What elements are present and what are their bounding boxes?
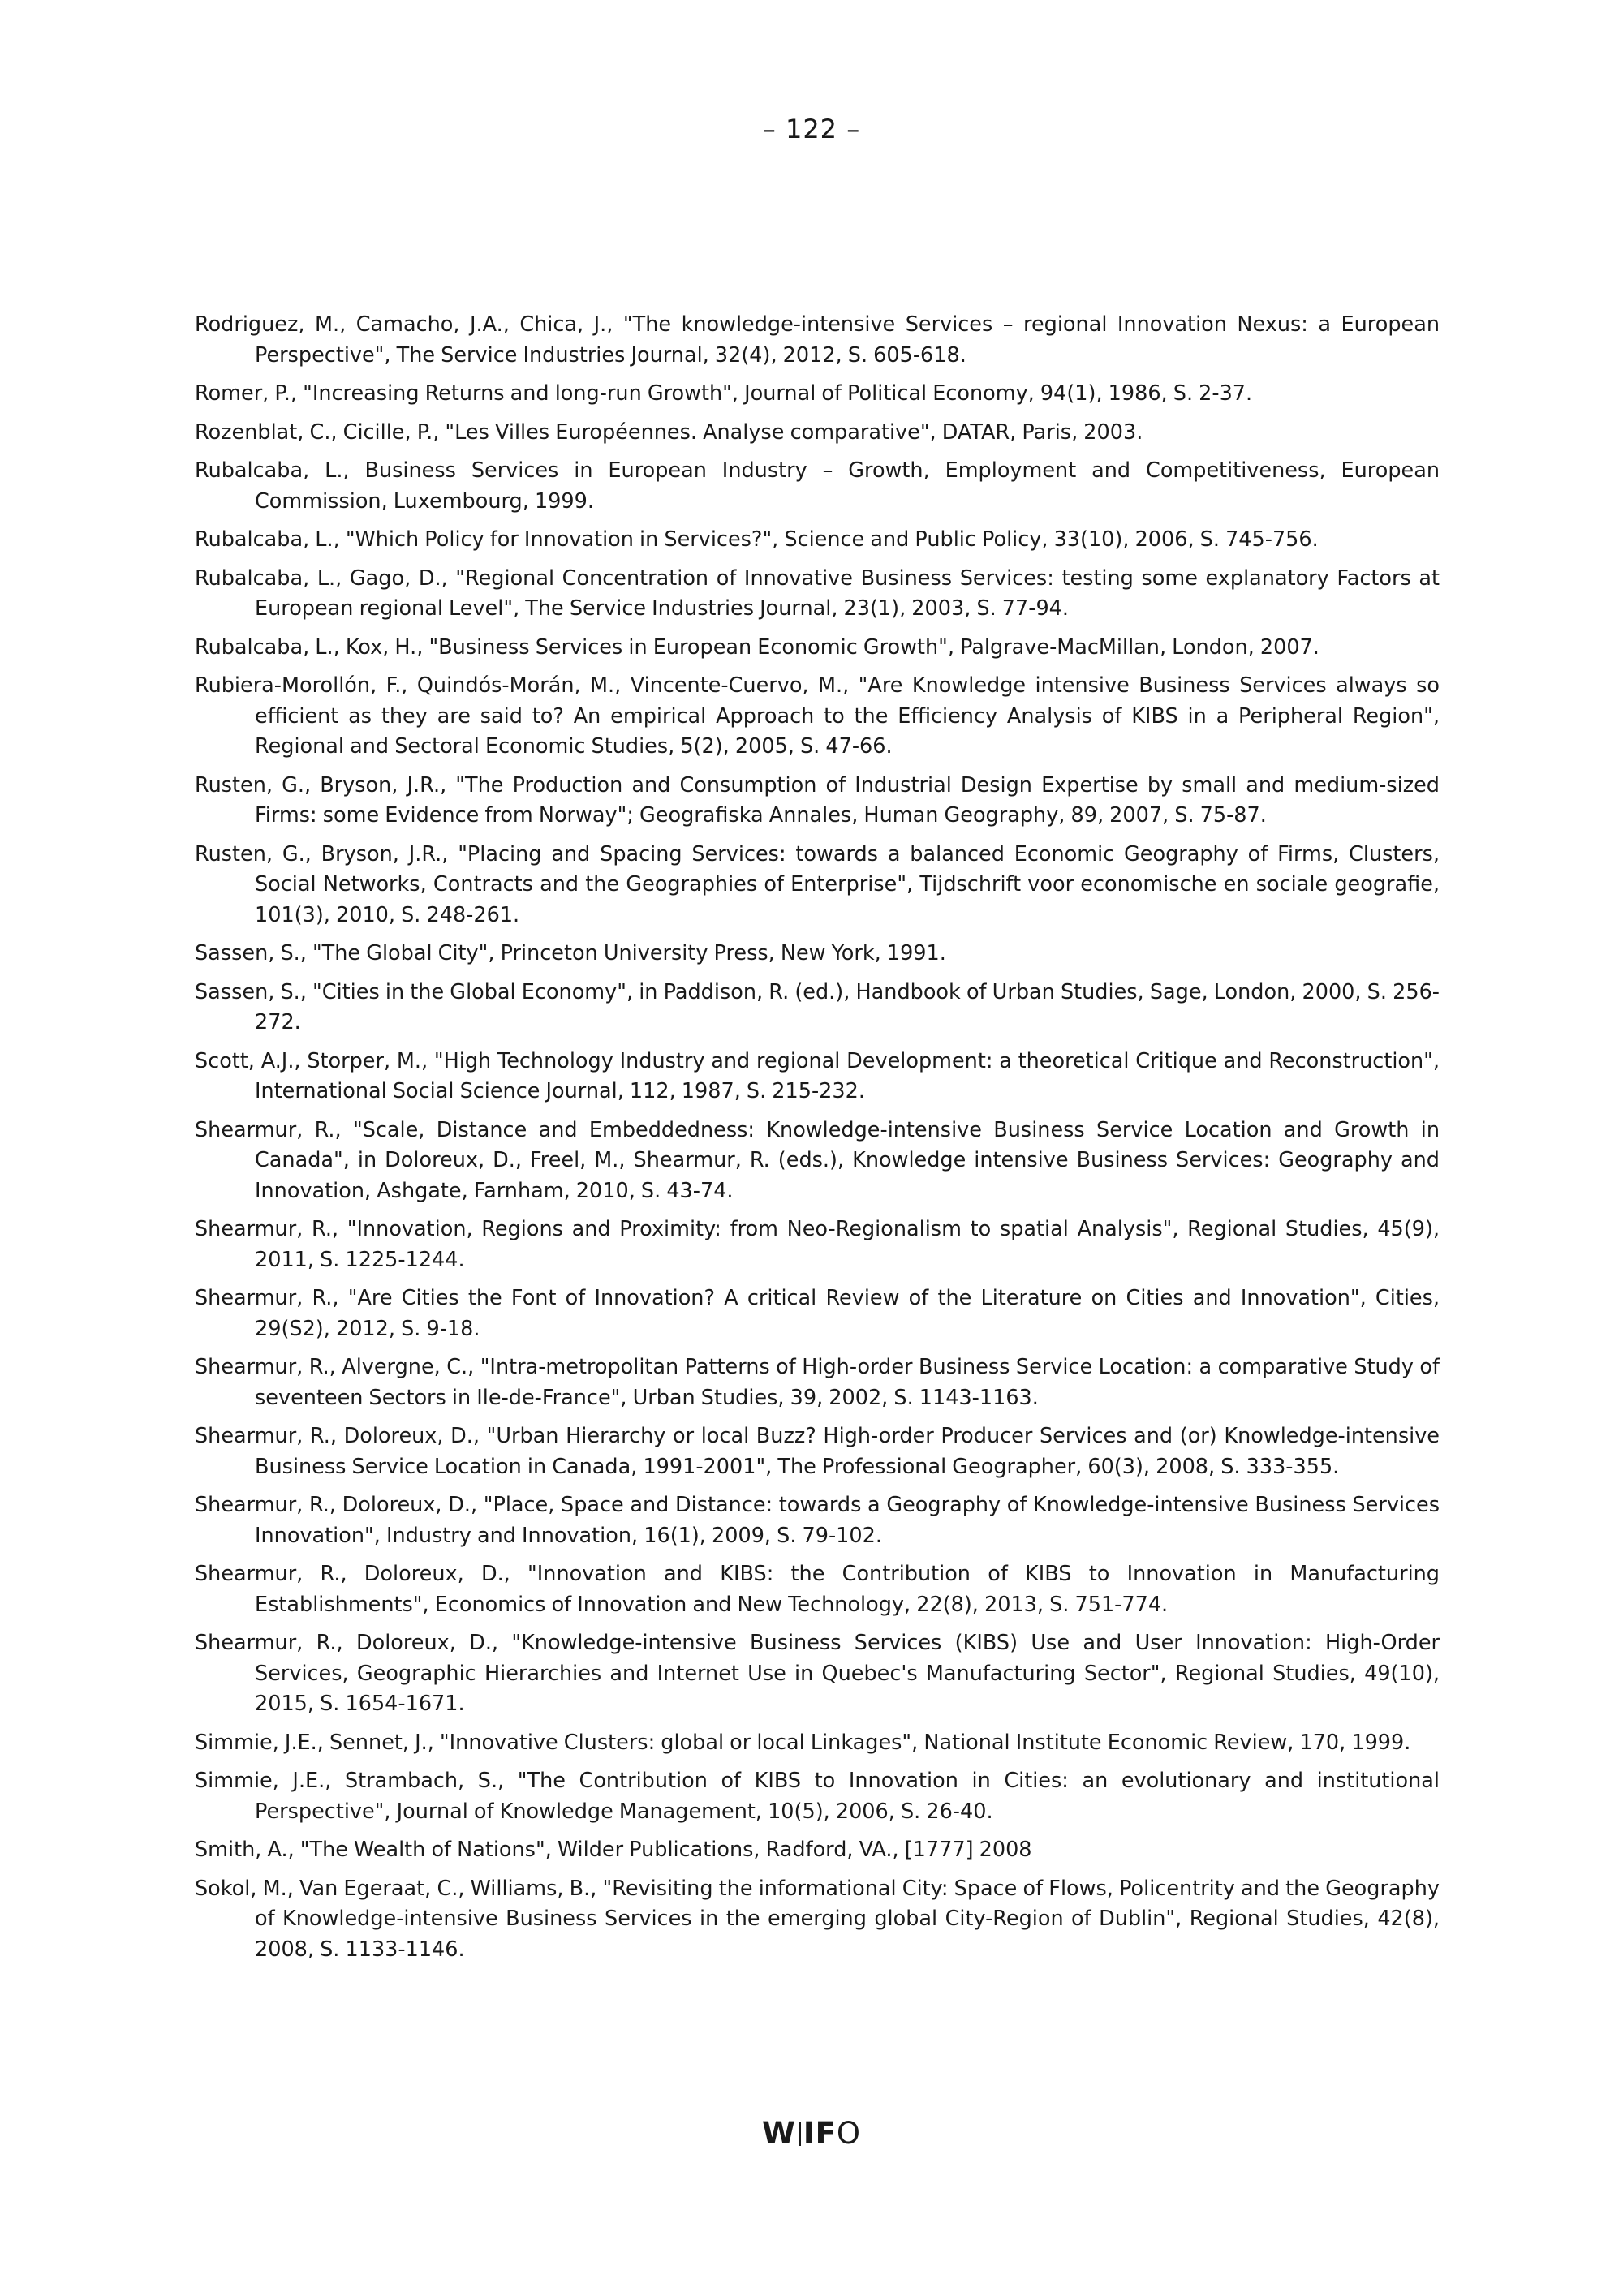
reference-entry: Sassen, S., "The Global City", Princeton University Press, New York, 1991. [195, 941, 946, 965]
reference-entry: Rubalcaba, L., Business Services in European Industry – Growth, Employment and Competitiveness, European Commission, Luxembourg, 1999. [195, 458, 1440, 514]
logo-letter: O [836, 2116, 861, 2151]
reference-entry: Rubalcaba, L., Kox, H., "Business Services in European Economic Growth", Palgrave-MacMillan, London, 2007. [195, 634, 1319, 660]
reference-entry: Shearmur, R., Alvergne, C., "Intra-metropolitan Patterns of High-order Business Service Location: a comparative Study of seventeen Sectors in Ile-de-France", Urban Studies, 39, 2002, S. 1143-1163. [195, 1355, 1440, 1410]
reference-entry: Shearmur, R., "Scale, Distance and Embeddedness: Knowledge-intensive Business Service Location and Growth in Canada", in Doloreux, D., Freel, M., Shearmur, R. (eds.), Knowledge intensive Business Services: Geography and Innovation, Ashgate, Farnham, 2010, S. 43-74. [195, 1117, 1440, 1203]
reference-entry: Rubalcaba, L., "Which Policy for Innovation in Services?", Science and Public Policy, 33(10), 2006, S. 745-756. [195, 527, 1319, 552]
reference-entry: Scott, A.J., Storper, M., "High Technology Industry and regional Development: a theoretical Critique and Reconstruction", International Social Science Journal, 112, 1987, S. 215-232. [195, 1048, 1440, 1103]
reference-entry: Sassen, S., "Cities in the Global Economy", in Paddison, R. (ed.), Handbook of Urban Studies, Sage, London, 2000, S. 256-272. [195, 979, 1440, 1034]
reference-entry: Shearmur, R., Doloreux, D., "Urban Hierarchy or local Buzz? High-order Producer Services and (or) Knowledge-intensive Business Service Location in Canada, 1991-2001", The Professional Geographer, 60(3), 2008, S. 333-355. [195, 1424, 1440, 1479]
logo-letter: W [762, 2116, 796, 2151]
reference-entry: Rubalcaba, L., Gago, D., "Regional Concentration of Innovative Business Services: testing some explanatory Factors at European regional Level", The Service Industries Journal, 23(1), 2003, S. 77-94. [195, 565, 1440, 621]
wifo-logo [0, 2116, 1623, 2151]
reference-entry: Shearmur, R., "Innovation, Regions and Proximity: from Neo-Regionalism to spatial Analysis", Regional Studies, 45(9), 2011, S. 1225-1244. [195, 1217, 1440, 1272]
page-number: – 122 – [762, 114, 861, 144]
logo-divider [799, 2122, 801, 2146]
reference-list [195, 310, 1440, 1973]
reference-entry: Rozenblat, C., Cicille, P., "Les Villes Européennes. Analyse comparative", DATAR, Paris, 2003. [195, 419, 1143, 445]
reference-entry: Sokol, M., Van Egeraat, C., Williams, B., "Revisiting the informational City: Space of Flows, Policentrity and the Geography of Knowledge-intensive Business Services in the emerging global City-Region of Dublin", Regional Studies, 42(8), 2008, S. 1133-1146. [195, 1876, 1440, 1962]
reference-entry: Shearmur, R., Doloreux, D., "Place, Space and Distance: towards a Geography of Knowledge-intensive Business Services Innovation", Industry and Innovation, 16(1), 2009, S. 79-102. [195, 1493, 1440, 1548]
reference-entry: Simmie, J.E., Sennet, J., "Innovative Clusters: global or local Linkages", National Institute Economic Review, 170, 1999. [195, 1730, 1411, 1755]
reference-entry: Rubiera-Morollón, F., Quindós-Morán, M., Vincente-Cuervo, M., "Are Knowledge intensive Business Services always so efficient as they are said to? An empirical Approach to the Efficiency Analysis of KIBS in a Peripheral Region", Regional and Sectoral Economic Studies, 5(2), 2005, S. 47-66. [195, 673, 1440, 759]
reference-entry: Romer, P., "Increasing Returns and long-run Growth", Journal of Political Economy, 94(1), 1986, S. 2-37. [195, 381, 1253, 406]
reference-entry: Shearmur, R., "Are Cities the Font of Innovation? A critical Review of the Literature on Cities and Innovation", Cities, 29(S2), 2012, S. 9-18. [195, 1286, 1440, 1341]
reference-entry: Shearmur, R., Doloreux, D., "Knowledge-intensive Business Services (KIBS) Use and User Innovation: High-Order Services, Geographic Hierarchies and Internet Use in Quebec's Manufacturing Sector", Regional Studies, 49(10), 2015, S. 1654-1671. [195, 1631, 1440, 1716]
reference-entry: Rusten, G., Bryson, J.R., "The Production and Consumption of Industrial Design Expertise by small and medium-sized Firms: some Evidence from Norway"; Geografiska Annales, Human Geography, 89, 2007, S. 75-87. [195, 772, 1440, 828]
reference-entry: Shearmur, R., Doloreux, D., "Innovation and KIBS: the Contribution of KIBS to Innovation in Manufacturing Establishments", Economics of Innovation and New Technology, 22(8), 2013, S. 751-774. [195, 1562, 1440, 1617]
reference-entry: Simmie, J.E., Strambach, S., "The Contribution of KIBS to Innovation in Cities: an evolutionary and institutional Perspective", Journal of Knowledge Management, 10(5), 2006, S. 26-40. [195, 1769, 1440, 1824]
reference-entry: Rusten, G., Bryson, J.R., "Placing and Spacing Services: towards a balanced Economic Geography of Firms, Clusters, Social Networks, Contracts and the Geographies of Enterprise", Tijdschrift voor economische en sociale geografie, 101(3), 2010, S. 248-261. [195, 841, 1440, 927]
reference-entry: Rodriguez, M., Camacho, J.A., Chica, J., "The knowledge-intensive Services – regional Innovation Nexus: a European Perspective", The Service Industries Journal, 32(4), 2012, S. 605-618. [195, 312, 1440, 368]
reference-entry: Smith, A., "The Wealth of Nations", Wilder Publications, Radford, VA., [1777] 2008 [195, 1838, 1032, 1862]
logo-letter: I [803, 2116, 816, 2151]
logo-letter: F [815, 2116, 837, 2151]
